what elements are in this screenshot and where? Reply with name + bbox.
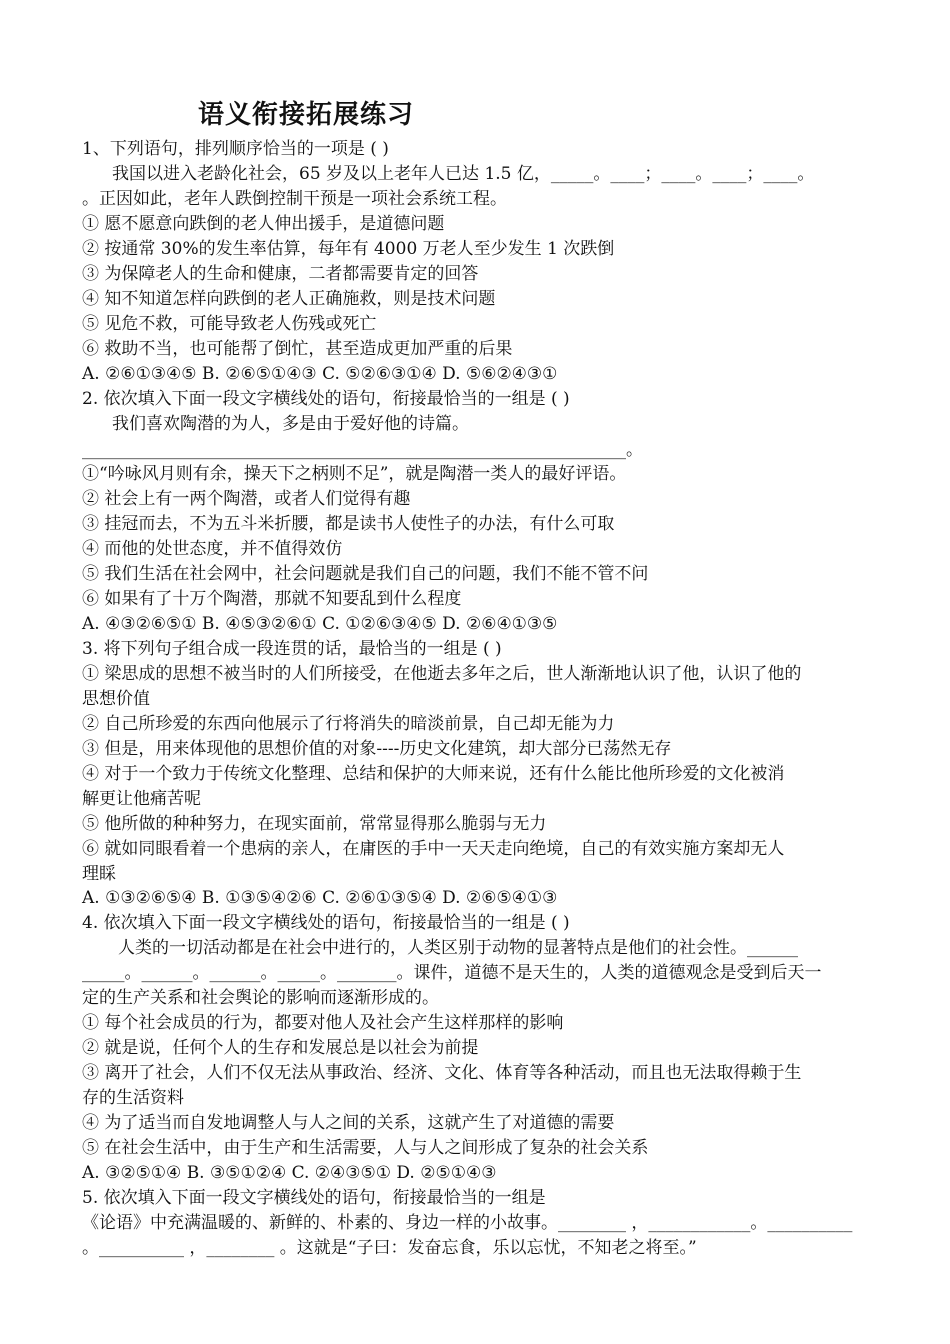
question-4-passage: 人类的一切活动都是在社会中进行的，人类区别于动物的显著特点是他们的社会性。______	[118, 938, 798, 958]
question-3-stem: 3. 将下列句子组合成一段连贯的话，最恰当的一组是 ( )	[82, 639, 502, 659]
question-1-passage-cont: 。正因如此，老年人跌倒控制干预是一项社会系统工程。	[82, 189, 507, 209]
question-1-stem: 1、下列语句，排列顺序恰当的一项是 ( )	[82, 139, 389, 159]
question-2-stem: 2. 依次填入下面一段文字横线处的语句，衔接最恰当的一组是 ( )	[82, 389, 570, 409]
option-line: ⑥ 如果有了十万个陶潜，那就不知要乱到什么程度	[82, 589, 462, 609]
question-4-passage-cont: _____。______。______。_____。_______。课件，道德不是天生的，人类的道德观念是受到后天一	[82, 963, 822, 983]
option-line: ③ 但是，用来体现他的思想价值的对象----历史文化建筑，却大部分已荡然无存	[82, 739, 672, 759]
question-2-passage: 我们喜欢陶潜的为人，多是由于爱好他的诗篇。	[112, 414, 469, 434]
option-line-cont: 解更让他痛苦呢	[82, 789, 201, 809]
answer-choices: A. ④③②⑥⑤① B. ④⑤③②⑥① C. ①②⑥③④⑤ D. ②⑥④①③⑤	[82, 614, 558, 634]
answer-blank-line: ________________________________________________________________。	[82, 440, 643, 460]
option-line: ② 自己所珍爱的东西向他展示了行将消失的暗淡前景，自己却无能为力	[82, 714, 615, 734]
option-line: ⑤ 我们生活在社会网中，社会问题就是我们自己的问题，我们不能不管不问	[82, 564, 649, 584]
option-line: ⑥ 就如同眼看着一个患病的亲人，在庸医的手中一天天走向绝境，自己的有效实施方案却无人	[82, 839, 785, 859]
question-5-stem: 5. 依次填入下面一段文字横线处的语句，衔接最恰当的一组是	[82, 1188, 546, 1208]
option-line: ⑥ 救助不当，也可能帮了倒忙，甚至造成更加严重的后果	[82, 339, 513, 359]
option-line: ③ 挂冠而去，不为五斗米折腰，都是读书人使性子的办法，有什么可取	[82, 514, 615, 534]
option-line: ①“吟咏风月则有余，操天下之柄则不足”，就是陶潜一类人的最好评语。	[82, 464, 627, 484]
option-line: ③ 为保障老人的生命和健康，二者都需要肯定的回答	[82, 264, 479, 284]
option-line: ③ 离开了社会，人们不仅无法从事政治、经济、文化、体育等各种活动，而且也无法取得赖于生	[82, 1063, 802, 1083]
option-line: ④ 知不知道怎样向跌倒的老人正确施救，则是技术问题	[82, 289, 496, 309]
option-line: ② 就是说，任何个人的生存和发展总是以社会为前提	[82, 1038, 479, 1058]
option-line: ② 社会上有一两个陶潜，或者人们觉得有趣	[82, 489, 411, 509]
option-line: ④ 而他的处世态度，并不值得效仿	[82, 539, 343, 559]
answer-choices: A. ②⑥①③④⑤ B. ②⑥⑤①④③ C. ⑤②⑥③①④ D. ⑤⑥②④③①	[82, 364, 558, 384]
answer-choices: A. ③②⑤①④ B. ③⑤①②④ C. ②④③⑤① D. ②⑤①④③	[82, 1163, 497, 1183]
page-title: 语义衔接拓展练习	[198, 100, 415, 130]
option-line: ① 每个社会成员的行为，都要对他人及社会产生这样那样的影响	[82, 1013, 564, 1033]
option-line: ⑤ 在社会生活中，由于生产和生活需要，人与人之间形成了复杂的社会关系	[82, 1138, 649, 1158]
answer-choices: A. ①③②⑥⑤④ B. ①③⑤④②⑥ C. ②⑥①③⑤④ D. ②⑥⑤④①③	[82, 888, 558, 908]
question-4-passage-cont: 定的生产关系和社会舆论的影响而逐渐形成的。	[82, 988, 439, 1008]
question-4-stem: 4. 依次填入下面一段文字横线处的语句，衔接最恰当的一组是 ( )	[82, 913, 570, 933]
option-line-cont: 存的生活资料	[82, 1088, 184, 1108]
option-line: ⑤ 见危不救，可能导致老人伤残或死亡	[82, 314, 377, 334]
option-line-cont: 思想价值	[82, 689, 150, 709]
option-line: ① 愿不愿意向跌倒的老人伸出援手，是道德问题	[82, 214, 445, 234]
question-5-passage: 《论语》中充满温暖的、新鲜的、朴素的、身边一样的小故事。________ ，____________。__________	[82, 1213, 853, 1233]
question-5-passage-cont: 。__________ ，________ 。这就是“子曰：发奋忘食，乐以忘忧，不知老之将至。”	[82, 1238, 697, 1258]
option-line-cont: 理睬	[82, 864, 116, 884]
question-1-passage: 我国以进入老龄化社会，65 岁及以上老年人已达 1.5 亿，_____。____；____。____；____。	[112, 164, 815, 184]
option-line: ④ 对于一个致力于传统文化整理、总结和保护的大师来说，还有什么能比他所珍爱的文化被消	[82, 764, 785, 784]
option-line: ① 梁思成的思想不被当时的人们所接受，在他逝去多年之后，世人渐渐地认识了他，认识了他的	[82, 664, 802, 684]
option-line: ⑤ 他所做的种种努力，在现实面前，常常显得那么脆弱与无力	[82, 814, 547, 834]
option-line: ④ 为了适当而自发地调整人与人之间的关系，这就产生了对道德的需要	[82, 1113, 615, 1133]
option-line: ② 按通常 30%的发生率估算，每年有 4000 万老人至少发生 1 次跌倒	[82, 239, 615, 259]
